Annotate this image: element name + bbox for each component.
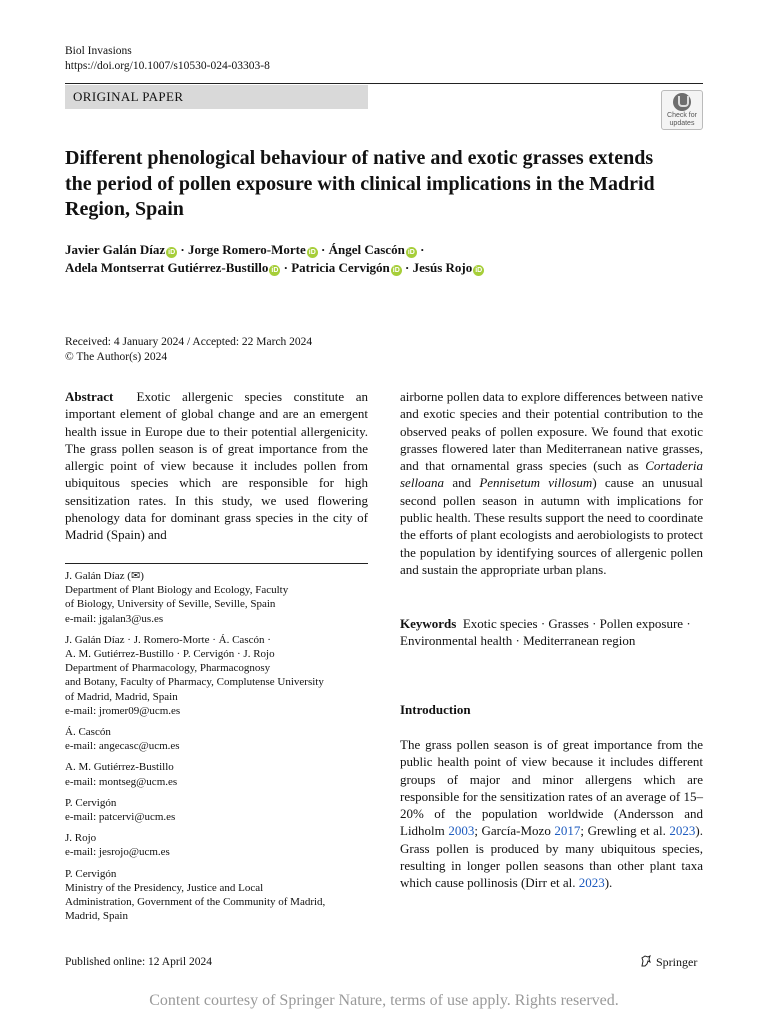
author-name[interactable]: Patricia Cervigón	[291, 260, 390, 275]
abstract-label: Abstract	[65, 389, 114, 404]
received-accepted: Received: 4 January 2024 / Accepted: 22 March 2024	[65, 336, 313, 348]
journal-name: Biol Invasions	[65, 45, 132, 57]
orcid-icon[interactable]: iD	[475, 267, 483, 274]
email-link[interactable]: e-mail: jesrojo@ucm.es	[65, 846, 170, 859]
email-link[interactable]: e-mail: angecasc@ucm.es	[65, 740, 180, 753]
check-updates-icon	[673, 93, 691, 111]
affiliation-rule	[65, 563, 368, 564]
author-name[interactable]: Jesús Rojo	[412, 260, 473, 275]
affiliation-block: P. Cervigón e-mail: patcervi@ucm.es	[65, 796, 368, 824]
author-line-1: Javier Galán Díaz iD · Jorge Romero-Morte iD · Ángel Cascón iD ·	[65, 242, 425, 257]
species-name: Pennisetum villosum	[479, 475, 593, 491]
citation-link[interactable]: 2023	[578, 875, 605, 891]
journal-header	[65, 44, 270, 74]
author-name[interactable]: Jorge Romero-Morte	[187, 242, 306, 257]
doi-link[interactable]: https://doi.org/10.1007/s10530-024-03303-8	[65, 60, 270, 72]
affiliations	[65, 569, 368, 930]
paper-title: Different phenological behaviour of native and exotic grasses extends the period of pollen exposure with clinical implications in the Madrid Region, Spain	[65, 147, 655, 220]
species-name: Cortaderia selloana	[400, 458, 703, 491]
springer-horse-icon	[640, 955, 652, 967]
abstract-text-1: Exotic allergenic species constitute an important element of global change and are an emergent health issue in Europe due to their potential allergenicity. The grass pollen season is of great importance from the allergic point of view because it includes pollen from ubiquitous species which are responsible for high sensitization rates. In this study, we used flowering phenology data for dominant grass species in the city of Madrid (Spain) and	[65, 389, 368, 543]
affiliation-block: J. Rojo e-mail: jesrojo@ucm.es	[65, 831, 368, 859]
affiliation-block: J. Galán Díaz · J. Romero-Morte · Á. Cascón · A. M. Gutiérrez-Bustillo · P. Cervigón · J. Rojo Department of Pharmacology, Pharmacognosy and Botany, Faculty of Pharmacy, Complutense University of Madrid, Madrid, Spain e-mail: jromer09@ucm.es	[65, 633, 368, 718]
orcid-icon[interactable]: iD	[407, 249, 415, 256]
author-name[interactable]: Adela Montserrat Gutiérrez-Bustillo	[65, 260, 269, 275]
author-list	[65, 241, 705, 277]
author-line-2: Adela Montserrat Gutiérrez-Bustillo iD · Patricia Cervigón iD · Jesús Rojo iD	[65, 260, 483, 275]
abstract-left	[65, 388, 368, 544]
orcid-icon[interactable]: iD	[308, 249, 316, 256]
header-rule	[65, 83, 703, 84]
courtesy-notice: Content courtesy of Springer Nature, terms of use apply. Rights reserved.	[149, 992, 619, 1009]
copyright: © The Author(s) 2024	[65, 351, 168, 363]
email-link[interactable]: e-mail: jromer09@ucm.es	[65, 704, 181, 717]
email-link[interactable]: e-mail: patcervi@ucm.es	[65, 811, 176, 824]
email-link[interactable]: e-mail: montseg@ucm.es	[65, 775, 178, 788]
citation-link[interactable]: 2017	[554, 823, 581, 839]
affiliation-block: P. Cervigón Ministry of the Presidency, Justice and Local Administration, Government of the Community of Madrid, Madrid, Spain	[65, 867, 326, 923]
orcid-icon[interactable]: iD	[271, 267, 279, 274]
keywords-text: Exotic species · Grasses · Pollen exposure · Environmental health · Mediterranean region	[400, 616, 691, 649]
abstract-right: airborne pollen data to explore differences between native and exotic species and their potential contribution to the observed peaks of pollen exposure. We found that exotic grasses flowered later than Mediterranean native grasses, and that ornamental grass species (such as Cortaderia selloana and Pennisetum villosum) cause an unusual second pollen season in autumn with implications for public health. These results support the need to coordinate the efforts of plant ecologists and aerobiologists to protect the population by identifying sources of allergenic pollen and sustain the appropriate urban plans.	[400, 389, 703, 577]
check-updates-label: Check for updates	[667, 112, 697, 127]
affiliation-block: J. Galán Díaz (✉) Department of Plant Biology and Ecology, Faculty of Biology, University of Seville, Seville, Spain e-mail: jgalan3@us.es	[65, 569, 368, 626]
author-name[interactable]: Javier Galán Díaz	[65, 242, 166, 257]
email-link[interactable]: e-mail: jgalan3@us.es	[65, 612, 164, 625]
check-for-updates-badge[interactable]	[661, 90, 703, 130]
keywords-label: Keywords	[400, 616, 457, 631]
affiliation-block: Á. Cascón e-mail: angecasc@ucm.es	[65, 725, 368, 753]
introduction-text: The grass pollen season is of great importance from the public health point of view because it includes different groups of major and minor allergens which are responsible for the sensitization rates of an average of 15–20% of the population worldwide (Andersson and Lidholm 2003; García-Mozo 2017; Grewling et al. 2023). Grass pollen is produced by many ubiquitous species, resulting in longer pollen seasons than other plant taxa which cause pollinosis (Dirr et al. 2023).	[400, 737, 703, 891]
citation-link[interactable]: 2003	[448, 823, 475, 839]
published-online: Published online: 12 April 2024	[65, 956, 212, 968]
keywords	[400, 615, 703, 650]
article-type-banner: ORIGINAL PAPER	[65, 85, 368, 109]
article-dates	[65, 335, 312, 365]
orcid-icon[interactable]: iD	[392, 267, 400, 274]
author-name[interactable]: Ángel Cascón	[328, 242, 405, 257]
publisher-name: Springer	[656, 955, 698, 969]
section-heading-introduction: Introduction	[400, 702, 471, 717]
publisher-logo	[640, 955, 697, 970]
orcid-icon[interactable]: iD	[168, 249, 176, 256]
citation-link[interactable]: 2023	[669, 823, 696, 839]
affiliation-block: A. M. Gutiérrez-Bustillo e-mail: montseg@ucm.es	[65, 760, 368, 788]
